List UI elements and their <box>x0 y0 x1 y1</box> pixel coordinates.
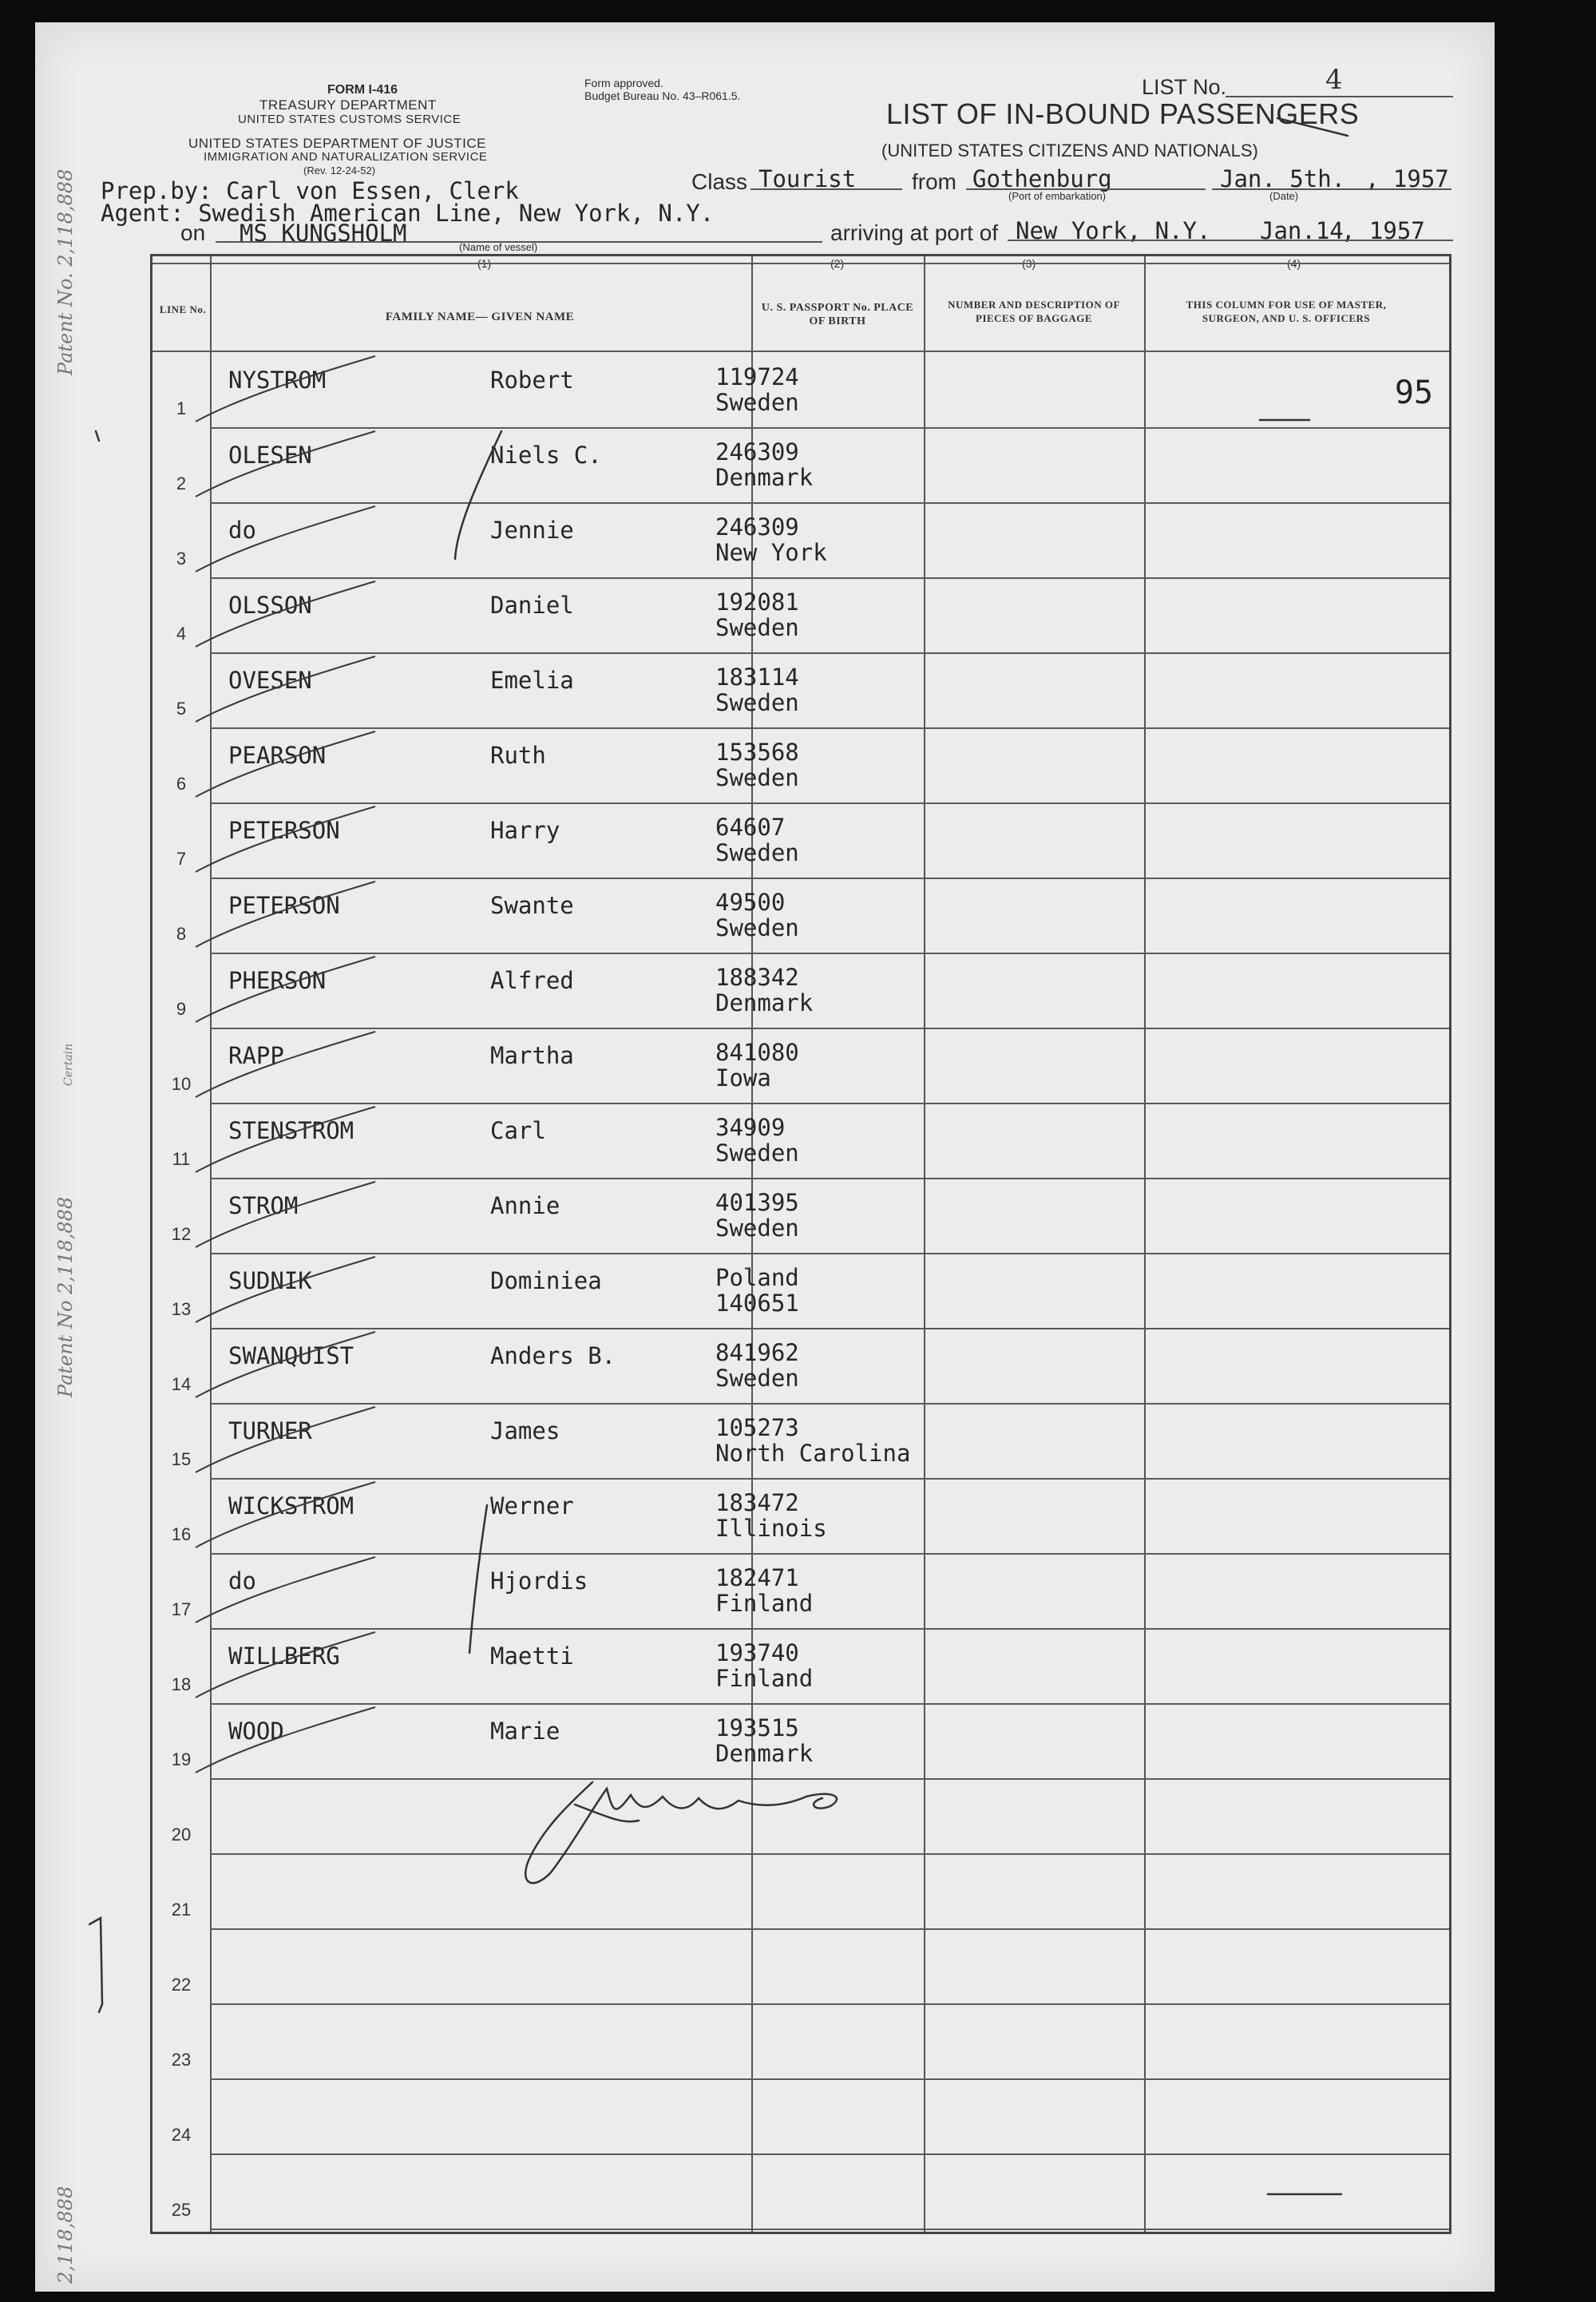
passport-number-cell: 246309 <box>715 438 799 466</box>
check-mark <box>196 1707 375 1773</box>
place-of-birth-cell: Sweden <box>715 839 799 866</box>
list-no-label: LIST No. <box>1142 75 1227 99</box>
header-officers: THIS COLUMN FOR USE OF MASTER, SURGEON, AND U. S. OFFICERS <box>1186 299 1387 324</box>
line-number: 23 <box>171 2050 192 2070</box>
line-number: 22 <box>171 1975 192 1995</box>
place-of-birth-cell: Sweden <box>715 689 799 716</box>
prepared-by: Prep.by: Carl von Essen, Clerk <box>101 177 519 204</box>
family-name-cell: WILLBERG <box>228 1642 340 1670</box>
list-no-value: 4 <box>1325 64 1343 96</box>
passport-number-cell: 119724 <box>715 363 799 390</box>
form-number: FORM I-416 <box>327 83 398 97</box>
place-of-birth-cell: Sweden <box>715 1214 799 1242</box>
passport-number-cell: 193515 <box>715 1714 799 1741</box>
family-name-cell: STENSTROM <box>228 1117 354 1144</box>
arriving-label: arriving at port of <box>830 220 999 245</box>
class-label: Class <box>691 169 748 194</box>
passport-number-cell: 49500 <box>715 889 786 916</box>
check-mark <box>196 882 375 947</box>
line-number: 2 <box>176 473 187 493</box>
place-of-birth-cell: Sweden <box>715 389 799 416</box>
signature-hook <box>575 1805 639 1821</box>
header-passport: U. S. PASSPORT No. PLACE OF BIRTH <box>761 302 914 327</box>
given-name-cell: Ruth <box>490 742 546 769</box>
given-name-cell: James <box>490 1417 560 1444</box>
family-name-cell: do <box>228 1567 256 1595</box>
line-number: 12 <box>171 1224 192 1244</box>
class-value: Tourist <box>758 165 857 192</box>
given-name-cell: Marie <box>490 1718 560 1745</box>
line-number: 25 <box>171 2200 192 2220</box>
given-name-cell: Jennie <box>490 517 574 544</box>
place-of-birth-cell: Denmark <box>715 464 814 491</box>
officer-note-value: 95 <box>1394 374 1433 411</box>
place-of-birth-cell: Sweden <box>715 914 799 941</box>
family-name-cell: OVESEN <box>228 667 312 694</box>
place-of-birth-cell: Iowa <box>715 1064 771 1092</box>
passport-number-cell: Poland <box>715 1264 799 1291</box>
check-mark <box>196 1482 375 1547</box>
dept-treasury: TREASURY DEPARTMENT <box>259 97 437 113</box>
given-name-cell: Carl <box>490 1117 546 1144</box>
from-caption: (Port of embarkation) <box>1008 190 1107 202</box>
line-number: 24 <box>171 2125 192 2145</box>
place-of-birth-cell: Sweden <box>715 764 799 791</box>
given-name-cell: Annie <box>490 1192 560 1219</box>
passport-number-cell: 182471 <box>715 1564 799 1591</box>
given-name-cell: Emelia <box>490 667 574 694</box>
place-of-birth-cell: New York <box>715 539 827 566</box>
check-mark <box>196 1182 375 1247</box>
line-number: 4 <box>176 624 187 644</box>
place-of-birth-cell: Sweden <box>715 1365 799 1392</box>
line-number: 6 <box>176 774 187 794</box>
passport-number-cell: 841080 <box>715 1039 799 1066</box>
form-revision: (Rev. 12-24-52) <box>303 164 376 176</box>
dept-immigration: IMMIGRATION AND NATURALIZATION SERVICE <box>204 150 488 164</box>
given-name-cell: Martha <box>490 1042 574 1069</box>
check-mark <box>196 806 375 872</box>
line-number: 7 <box>176 849 187 869</box>
budget-bureau: Budget Bureau No. 43–R061.5. <box>584 89 741 102</box>
place-of-birth-cell: Finland <box>715 1590 814 1617</box>
port-of-embarkation-value: Gothenburg <box>972 165 1112 192</box>
passport-number-cell: 193740 <box>715 1639 799 1666</box>
check-mark <box>196 1557 375 1622</box>
family-name-cell: PETERSON <box>228 892 340 919</box>
line-number: 11 <box>172 1149 191 1169</box>
given-name-cell: Niels C. <box>490 442 602 469</box>
vessel-name-value: MS KUNGSHOLM <box>240 220 407 247</box>
list-subtitle: (UNITED STATES CITIZENS AND NATIONALS) <box>881 141 1258 160</box>
col-marker-3: (3) <box>1022 257 1036 270</box>
arrival-year-value: , 1957 <box>1341 217 1425 244</box>
margin-patent-note-middle: Patent No 2,118,888 <box>54 1196 77 1397</box>
arrival-date-value: Jan.14 <box>1260 217 1344 244</box>
place-of-birth-cell: Denmark <box>715 1740 814 1767</box>
passport-number-cell: 188342 <box>715 964 799 991</box>
line-number: 3 <box>176 549 187 569</box>
date-caption: (Date) <box>1269 190 1299 202</box>
given-name-cell: Dominiea <box>490 1267 602 1294</box>
col-marker-2: (2) <box>830 257 845 270</box>
signature-stroke <box>525 1782 837 1883</box>
family-name-cell: OLESEN <box>228 442 312 469</box>
header-line-no: LINE No. <box>159 303 207 315</box>
line-number: 17 <box>171 1599 192 1619</box>
line-number: 1 <box>176 398 187 418</box>
line-number: 14 <box>171 1374 192 1394</box>
col-marker-4: (4) <box>1287 257 1301 270</box>
passport-number-cell: 246309 <box>715 513 799 541</box>
header-baggage: NUMBER AND DESCRIPTION OF PIECES OF BAGGAGE <box>948 299 1120 324</box>
family-name-cell: RAPP <box>228 1042 284 1069</box>
on-label: on <box>180 220 206 245</box>
given-name-cell: Anders B. <box>490 1342 616 1369</box>
place-of-birth-cell: 140651 <box>715 1290 799 1317</box>
pen-stroke-olesen <box>455 431 501 559</box>
family-name-cell: PEARSON <box>228 742 327 769</box>
family-name-cell: PETERSON <box>228 817 340 844</box>
check-mark <box>196 731 375 797</box>
bracket-mark <box>89 1918 102 2012</box>
check-mark <box>196 1632 375 1698</box>
check-mark <box>196 581 375 647</box>
line-number: 8 <box>176 924 187 944</box>
pen-stroke-wickstrom <box>469 1505 487 1653</box>
line-number: 20 <box>171 1825 192 1844</box>
given-name-cell: Swante <box>490 892 574 919</box>
family-name-cell: STROM <box>228 1192 299 1219</box>
margin-patent-note-bottom: 2,118,888 <box>54 2185 77 2284</box>
family-name-cell: PHERSON <box>228 967 327 994</box>
place-of-birth-cell: North Carolina <box>715 1440 911 1467</box>
departure-year-value: , 1957 <box>1365 165 1449 192</box>
family-name-cell: SUDNIK <box>228 1267 312 1294</box>
family-name-cell: TURNER <box>228 1417 312 1444</box>
check-mark <box>196 656 375 722</box>
place-of-birth-cell: Sweden <box>715 1139 799 1167</box>
passport-number-cell: 183114 <box>715 664 799 691</box>
line-number: 18 <box>171 1674 192 1694</box>
passport-number-cell: 192081 <box>715 588 799 616</box>
passport-number-cell: 105273 <box>715 1414 799 1441</box>
margin-small-mark: Certain <box>62 1043 75 1086</box>
check-mark <box>196 1107 375 1172</box>
from-label: from <box>912 169 956 194</box>
family-name-cell: WICKSTROM <box>228 1492 354 1519</box>
check-mark <box>196 356 375 422</box>
form-approved: Form approved. <box>584 77 663 89</box>
given-name-cell: Alfred <box>490 967 574 994</box>
tick-mark-top <box>96 431 99 441</box>
margin-patent-note-top: Patent No. 2,118,888 <box>54 168 77 375</box>
family-name-cell: OLSSON <box>228 592 312 619</box>
dept-justice: UNITED STATES DEPARTMENT OF JUSTICE <box>188 136 486 151</box>
check-mark <box>196 957 375 1022</box>
check-mark <box>196 1407 375 1472</box>
check-mark <box>196 1032 375 1097</box>
place-of-birth-cell: Denmark <box>715 989 814 1016</box>
col-marker-1: (1) <box>477 257 492 270</box>
passport-number-cell: 841962 <box>715 1339 799 1366</box>
line-number: 9 <box>176 999 187 1019</box>
line-number: 16 <box>171 1524 192 1544</box>
passport-number-cell: 183472 <box>715 1489 799 1516</box>
family-name-cell: do <box>228 517 256 544</box>
line-number: 13 <box>171 1299 192 1319</box>
check-mark <box>196 431 375 497</box>
line-number: 15 <box>171 1449 192 1469</box>
line-number: 10 <box>171 1074 192 1094</box>
agent-line: Agent: Swedish American Line, New York, N.Y. <box>101 200 715 227</box>
list-dash-mark <box>1277 118 1348 136</box>
family-name-cell: NYSTROM <box>228 366 327 394</box>
given-name-cell: Daniel <box>490 592 574 619</box>
place-of-birth-cell: Finland <box>715 1665 814 1692</box>
passport-number-cell: 401395 <box>715 1189 799 1216</box>
departure-date-value: Jan. 5th. <box>1220 165 1346 192</box>
check-mark <box>196 1332 375 1397</box>
passport-number-cell: 64607 <box>715 814 786 841</box>
given-name-cell: Maetti <box>490 1642 574 1670</box>
header-name: FAMILY NAME— GIVEN NAME <box>385 311 575 323</box>
check-mark <box>196 1257 375 1322</box>
family-name-cell: WOOD <box>228 1718 284 1745</box>
family-name-cell: SWANQUIST <box>228 1342 354 1369</box>
place-of-birth-cell: Illinois <box>715 1515 827 1542</box>
passport-number-cell: 153568 <box>715 739 799 766</box>
passport-number-cell: 34909 <box>715 1114 786 1141</box>
check-mark <box>196 506 375 572</box>
arrival-port-value: New York, N.Y. <box>1016 217 1211 244</box>
line-number: 5 <box>176 699 187 719</box>
dept-customs: UNITED STATES CUSTOMS SERVICE <box>238 113 461 126</box>
line-number: 21 <box>171 1900 192 1920</box>
given-name-cell: Harry <box>490 817 560 844</box>
given-name-cell: Robert <box>490 366 574 394</box>
place-of-birth-cell: Sweden <box>715 614 799 641</box>
given-name-cell: Hjordis <box>490 1567 588 1595</box>
line-number: 19 <box>171 1749 192 1769</box>
given-name-cell: Werner <box>490 1492 574 1519</box>
list-title: LIST OF IN-BOUND PASSENGERS <box>886 97 1360 130</box>
vessel-caption: (Name of vessel) <box>459 241 538 253</box>
